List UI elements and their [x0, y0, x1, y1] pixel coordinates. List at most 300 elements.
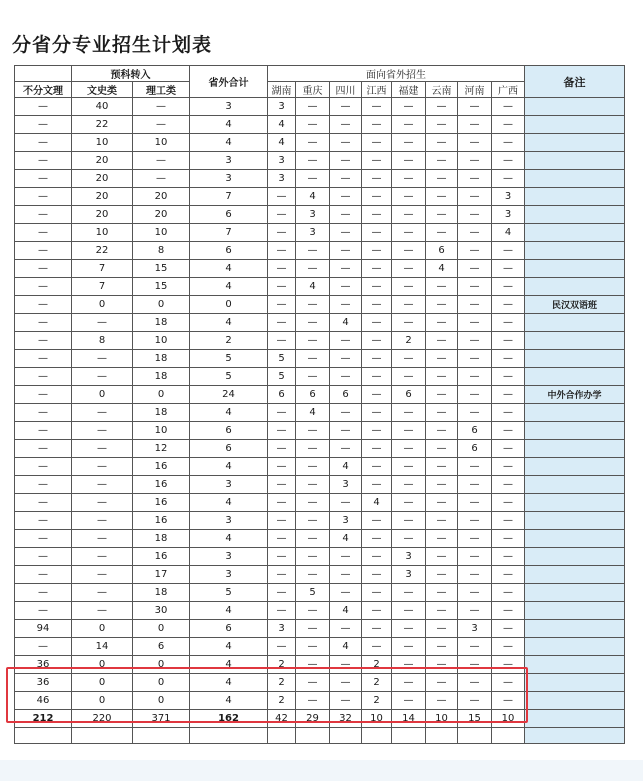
table-row — [15, 512, 625, 530]
blank-cell — [190, 728, 268, 744]
table-header — [15, 66, 625, 98]
table-cell: — — [15, 404, 72, 422]
table-cell: — — [15, 188, 72, 206]
table-cell: — — [492, 692, 525, 710]
table-cell: — — [392, 476, 426, 494]
blank-cell — [426, 728, 458, 744]
table-cell: — — [362, 512, 392, 530]
table-cell: 4 — [296, 404, 330, 422]
note-cell — [525, 152, 625, 170]
table-cell: — — [362, 476, 392, 494]
table-cell: — — [15, 638, 72, 656]
table-cell: 3 — [268, 152, 296, 170]
table-cell: 4 — [190, 116, 268, 134]
table-row — [15, 458, 625, 476]
table-cell: 16 — [133, 476, 190, 494]
table-cell: — — [426, 692, 458, 710]
table-cell: — — [268, 422, 296, 440]
total-cell: 32 — [330, 710, 362, 728]
note-cell — [525, 188, 625, 206]
table-cell: 20 — [133, 188, 190, 206]
table-cell: 4 — [190, 458, 268, 476]
table-cell: — — [268, 512, 296, 530]
table-cell: — — [492, 566, 525, 584]
table-cell: — — [458, 116, 492, 134]
note-cell — [525, 332, 625, 350]
table-cell: — — [362, 458, 392, 476]
table-cell: 36 — [15, 674, 72, 692]
table-cell: 10 — [72, 134, 133, 152]
header-province: 湖南 — [268, 82, 296, 98]
table-cell: 4 — [190, 314, 268, 332]
table-cell: — — [362, 116, 392, 134]
table-cell: — — [426, 296, 458, 314]
table-row — [15, 566, 625, 584]
table-cell: — — [392, 188, 426, 206]
table-cell: — — [492, 548, 525, 566]
table-cell: — — [458, 242, 492, 260]
note-cell — [525, 602, 625, 620]
table-cell: — — [268, 242, 296, 260]
table-cell: — — [392, 260, 426, 278]
table-cell: 4 — [296, 278, 330, 296]
table-cell: — — [15, 548, 72, 566]
table-cell: — — [426, 512, 458, 530]
table-cell: — — [268, 206, 296, 224]
table-cell: — — [458, 278, 492, 296]
table-body — [15, 98, 625, 744]
table-cell: — — [72, 584, 133, 602]
note-cell — [525, 530, 625, 548]
table-cell: — — [15, 98, 72, 116]
table-cell: 2 — [268, 692, 296, 710]
table-cell: 5 — [268, 368, 296, 386]
table-cell: — — [426, 206, 458, 224]
table-cell: — — [72, 404, 133, 422]
table-cell: — — [426, 314, 458, 332]
table-cell: — — [296, 476, 330, 494]
table-cell: — — [296, 638, 330, 656]
table-cell: 2 — [190, 332, 268, 350]
table-cell: — — [426, 602, 458, 620]
table-cell: 2 — [362, 656, 392, 674]
table-cell: — — [72, 350, 133, 368]
table-row — [15, 494, 625, 512]
table-cell: — — [15, 386, 72, 404]
table-cell: — — [362, 170, 392, 188]
table-cell: — — [458, 296, 492, 314]
note-cell — [525, 620, 625, 638]
table-cell: — — [492, 404, 525, 422]
table-cell: 0 — [133, 656, 190, 674]
table-cell: — — [296, 530, 330, 548]
table-cell: — — [72, 422, 133, 440]
table-cell: — — [362, 620, 392, 638]
table-cell: 3 — [296, 224, 330, 242]
table-cell: — — [362, 242, 392, 260]
table-cell: — — [458, 98, 492, 116]
table-cell: 6 — [190, 620, 268, 638]
table-cell: — — [72, 530, 133, 548]
table-cell: — — [330, 620, 362, 638]
table-cell: — — [362, 152, 392, 170]
table-cell: — — [392, 620, 426, 638]
note-cell — [525, 224, 625, 242]
table-cell: — — [392, 116, 426, 134]
table-cell: — — [492, 134, 525, 152]
table-cell: — — [458, 260, 492, 278]
table-cell: 3 — [190, 170, 268, 188]
table-row — [15, 602, 625, 620]
highlight-box — [6, 667, 528, 723]
table-cell: 3 — [190, 512, 268, 530]
table-cell: — — [362, 404, 392, 422]
table-cell: — — [426, 476, 458, 494]
blank-cell — [268, 728, 296, 744]
table-cell: 5 — [268, 350, 296, 368]
table-row — [15, 476, 625, 494]
table-cell: 18 — [133, 314, 190, 332]
table-cell: — — [362, 584, 392, 602]
table-cell: 2 — [268, 656, 296, 674]
table-cell: — — [458, 170, 492, 188]
total-cell: 371 — [133, 710, 190, 728]
table-cell: — — [426, 224, 458, 242]
table-cell: — — [296, 422, 330, 440]
table-cell: 46 — [15, 692, 72, 710]
table-cell: — — [458, 602, 492, 620]
table-cell: 4 — [190, 656, 268, 674]
table-cell: — — [426, 332, 458, 350]
table-cell: — — [72, 440, 133, 458]
table-cell: — — [296, 368, 330, 386]
table-cell: 6 — [190, 422, 268, 440]
table-cell: — — [458, 458, 492, 476]
table-cell: — — [458, 584, 492, 602]
total-cell: 162 — [190, 710, 268, 728]
table-row — [15, 314, 625, 332]
table-cell: — — [268, 530, 296, 548]
header-transfer-group: 预科转入 — [72, 66, 190, 82]
table-cell: 16 — [133, 458, 190, 476]
table-cell: — — [492, 260, 525, 278]
table-cell: — — [362, 368, 392, 386]
table-cell: 3 — [458, 620, 492, 638]
table-cell: — — [296, 692, 330, 710]
table-cell: 36 — [15, 656, 72, 674]
table-cell: 4 — [362, 494, 392, 512]
table-cell: 15 — [133, 278, 190, 296]
table-cell: — — [458, 494, 492, 512]
table-cell: 22 — [72, 116, 133, 134]
table-cell: — — [15, 332, 72, 350]
table-cell: — — [492, 170, 525, 188]
table-cell: — — [492, 98, 525, 116]
table-row — [15, 134, 625, 152]
table-cell: 94 — [15, 620, 72, 638]
table-cell: — — [492, 458, 525, 476]
note-cell — [525, 638, 625, 656]
header-nofen: 不分文理 — [15, 82, 72, 98]
table-cell: 6 — [458, 422, 492, 440]
table-cell: — — [392, 584, 426, 602]
table-cell: — — [426, 278, 458, 296]
table-cell: — — [296, 458, 330, 476]
table-cell: — — [296, 512, 330, 530]
table-cell: — — [15, 494, 72, 512]
header-wen: 文史类 — [72, 82, 133, 98]
table-cell: — — [296, 656, 330, 674]
table-cell: — — [426, 404, 458, 422]
table-cell: 18 — [133, 368, 190, 386]
table-cell: — — [492, 620, 525, 638]
table-cell: 0 — [133, 620, 190, 638]
table-cell: — — [426, 656, 458, 674]
table-cell: — — [268, 404, 296, 422]
table-cell: — — [362, 440, 392, 458]
header-province: 四川 — [330, 82, 362, 98]
table-cell: — — [268, 584, 296, 602]
table-cell: 4 — [190, 692, 268, 710]
table-cell: — — [330, 656, 362, 674]
table-cell: — — [72, 494, 133, 512]
note-cell — [525, 656, 625, 674]
table-cell: — — [268, 332, 296, 350]
table-row — [15, 368, 625, 386]
table-cell: 16 — [133, 548, 190, 566]
note-cell — [525, 458, 625, 476]
table-cell: 4 — [190, 494, 268, 512]
table-cell: — — [15, 170, 72, 188]
table-cell: — — [392, 512, 426, 530]
note-cell — [525, 710, 625, 728]
table-cell: — — [458, 566, 492, 584]
table-cell: — — [392, 206, 426, 224]
table-cell: 4 — [190, 530, 268, 548]
note-cell: 民汉双语班 — [525, 296, 625, 314]
table-row — [15, 206, 625, 224]
table-cell: 3 — [392, 548, 426, 566]
table-row — [15, 404, 625, 422]
table-cell: 18 — [133, 584, 190, 602]
table-cell: — — [362, 314, 392, 332]
table-cell: — — [426, 422, 458, 440]
table-cell: 3 — [190, 152, 268, 170]
table-cell: 3 — [190, 566, 268, 584]
header-note: 备注 — [525, 66, 625, 98]
table-cell: 2 — [268, 674, 296, 692]
table-cell: — — [330, 296, 362, 314]
table-row — [15, 170, 625, 188]
table-cell: — — [492, 296, 525, 314]
table-cell: — — [458, 476, 492, 494]
note-cell — [525, 692, 625, 710]
header-provinces-group: 面向省外招生 — [268, 66, 525, 82]
table-cell: — — [458, 134, 492, 152]
table-cell: — — [72, 512, 133, 530]
table-cell: 3 — [268, 170, 296, 188]
table-cell: — — [392, 314, 426, 332]
table-cell: — — [330, 548, 362, 566]
blank-cell — [362, 728, 392, 744]
note-cell — [525, 368, 625, 386]
table-row — [15, 584, 625, 602]
table-cell: — — [426, 620, 458, 638]
table-cell: 3 — [330, 476, 362, 494]
table-cell: — — [426, 566, 458, 584]
table-cell: 22 — [72, 242, 133, 260]
table-row — [15, 386, 625, 404]
table-row — [15, 440, 625, 458]
table-cell: 18 — [133, 530, 190, 548]
table-cell: — — [15, 368, 72, 386]
note-cell — [525, 134, 625, 152]
table-cell: — — [296, 152, 330, 170]
blank-header-cell — [15, 66, 72, 82]
table-cell: — — [492, 494, 525, 512]
table-cell: 8 — [133, 242, 190, 260]
table-cell: 3 — [190, 548, 268, 566]
total-cell: 10 — [492, 710, 525, 728]
table-cell: 3 — [296, 206, 330, 224]
table-cell: — — [458, 206, 492, 224]
table-cell: — — [330, 692, 362, 710]
table-cell: — — [133, 152, 190, 170]
table-cell: — — [362, 278, 392, 296]
table-row — [15, 638, 625, 656]
table-cell: — — [15, 476, 72, 494]
table-row — [15, 242, 625, 260]
table-cell: — — [458, 674, 492, 692]
table-cell: — — [330, 566, 362, 584]
table-cell: — — [426, 98, 458, 116]
table-cell: — — [133, 116, 190, 134]
table-cell: — — [392, 458, 426, 476]
table-cell: — — [330, 188, 362, 206]
table-cell: — — [15, 512, 72, 530]
table-cell: 0 — [72, 386, 133, 404]
table-cell: — — [15, 458, 72, 476]
table-cell: 4 — [190, 674, 268, 692]
table-cell: 16 — [133, 494, 190, 512]
table-cell: — — [296, 134, 330, 152]
table-cell: — — [426, 530, 458, 548]
table-cell: 3 — [492, 188, 525, 206]
table-cell: 7 — [190, 188, 268, 206]
table-cell: 4 — [190, 278, 268, 296]
table-cell: — — [492, 530, 525, 548]
header-li: 理工类 — [133, 82, 190, 98]
table-cell: — — [362, 548, 392, 566]
blank-cell — [458, 728, 492, 744]
table-cell: — — [330, 206, 362, 224]
table-cell: 3 — [330, 512, 362, 530]
table-cell: — — [426, 674, 458, 692]
table-cell: — — [330, 404, 362, 422]
table-cell: — — [268, 458, 296, 476]
table-cell: — — [492, 674, 525, 692]
table-cell: — — [330, 368, 362, 386]
table-cell: — — [362, 332, 392, 350]
header-province: 云南 — [426, 82, 458, 98]
total-cell: 15 — [458, 710, 492, 728]
table-cell: — — [392, 404, 426, 422]
table-cell: — — [15, 350, 72, 368]
table-cell: — — [330, 242, 362, 260]
table-cell: — — [458, 314, 492, 332]
note-cell — [525, 242, 625, 260]
table-cell: — — [133, 170, 190, 188]
note-cell — [525, 116, 625, 134]
table-cell: — — [15, 530, 72, 548]
table-cell: — — [392, 170, 426, 188]
header-province: 江西 — [362, 82, 392, 98]
table-cell: — — [15, 278, 72, 296]
table-cell: 0 — [72, 620, 133, 638]
table-row — [15, 620, 625, 638]
table-cell: 6 — [330, 386, 362, 404]
table-cell: — — [362, 422, 392, 440]
table-row — [15, 548, 625, 566]
table-cell: 4 — [190, 134, 268, 152]
table-cell: — — [492, 476, 525, 494]
table-cell: — — [426, 116, 458, 134]
blank-row — [15, 728, 625, 744]
table-cell: — — [268, 260, 296, 278]
table-cell: 15 — [133, 260, 190, 278]
table-cell: — — [296, 440, 330, 458]
table-cell: — — [426, 152, 458, 170]
header-total: 省外合计 — [190, 66, 268, 98]
note-cell — [525, 170, 625, 188]
table-cell: — — [492, 602, 525, 620]
table-cell: 0 — [72, 656, 133, 674]
table-cell: — — [362, 530, 392, 548]
header-province: 河南 — [458, 82, 492, 98]
table-cell: — — [362, 206, 392, 224]
table-cell: — — [330, 152, 362, 170]
table-cell: — — [392, 134, 426, 152]
table-cell: 3 — [268, 620, 296, 638]
note-cell — [525, 422, 625, 440]
table-cell: — — [362, 350, 392, 368]
total-cell: 29 — [296, 710, 330, 728]
table-cell: — — [15, 440, 72, 458]
table-cell: — — [426, 188, 458, 206]
blank-cell — [72, 728, 133, 744]
table-cell: — — [458, 638, 492, 656]
table-cell: 10 — [133, 332, 190, 350]
table-cell: — — [296, 98, 330, 116]
table-row — [15, 224, 625, 242]
note-cell — [525, 260, 625, 278]
table-cell: 0 — [190, 296, 268, 314]
table-cell: — — [15, 116, 72, 134]
table-cell: 20 — [72, 206, 133, 224]
table-row — [15, 116, 625, 134]
table-cell: 17 — [133, 566, 190, 584]
table-cell: — — [492, 512, 525, 530]
table-cell: — — [296, 116, 330, 134]
table-cell: 7 — [72, 260, 133, 278]
table-cell: — — [268, 548, 296, 566]
note-cell — [525, 440, 625, 458]
total-cell: 14 — [392, 710, 426, 728]
table-cell: 2 — [392, 332, 426, 350]
page-bottom-strip — [0, 760, 643, 781]
table-cell: — — [296, 296, 330, 314]
table-cell: — — [458, 350, 492, 368]
